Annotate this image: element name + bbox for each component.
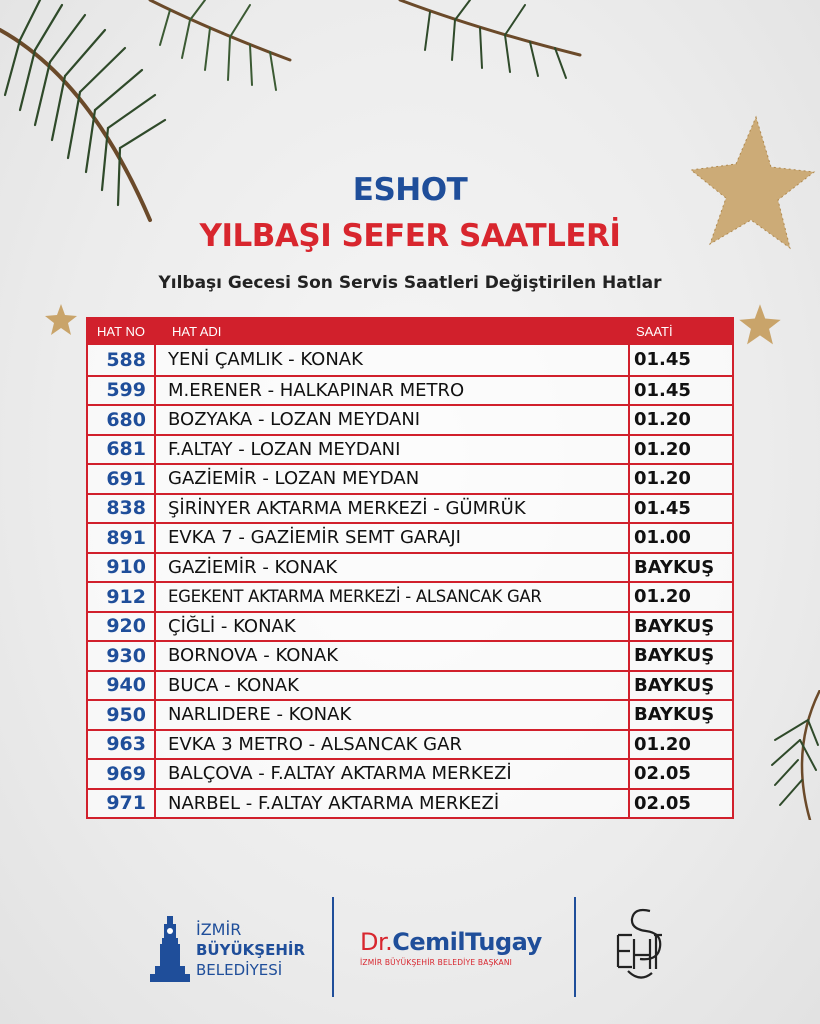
- table-row: [88, 788, 732, 818]
- table-row: [88, 729, 732, 759]
- route-number: 588: [88, 345, 156, 375]
- mayor-signature: [360, 928, 542, 967]
- route-name: BUCA - KONAK: [156, 672, 630, 700]
- izmir-line-2: BÜYÜKŞEHİR: [196, 941, 306, 959]
- route-name: ÇİĞLİ - KONAK: [156, 613, 630, 641]
- route-time: 01.00: [634, 527, 691, 549]
- table-row: [88, 552, 732, 582]
- route-name: M.ERENER - HALKAPINAR METRO: [156, 377, 630, 405]
- route-time: 01.20: [634, 409, 691, 431]
- route-number: 680: [88, 406, 156, 434]
- route-name: BOZYAKA - LOZAN MEYDANI: [156, 406, 630, 434]
- pine-branch-top-right-icon: [390, 0, 590, 80]
- header-hat-adi: HAT ADI: [172, 323, 222, 339]
- table-header: [86, 317, 734, 345]
- header-saati: SAATİ: [636, 323, 673, 339]
- route-time: 01.45: [634, 497, 691, 519]
- footer-divider-left: [332, 897, 334, 997]
- gold-star-small-right-icon: [738, 303, 782, 347]
- route-time: BAYKUŞ: [634, 704, 715, 726]
- route-time: 01.20: [634, 438, 691, 460]
- route-name: EVKA 3 METRO - ALSANCAK GAR: [156, 731, 630, 759]
- route-number: 838: [88, 495, 156, 523]
- table-row: [88, 640, 732, 670]
- izmir-logo-text: [196, 920, 305, 980]
- route-number: 971: [88, 790, 156, 818]
- mayor-fullname: CemilTugay: [392, 928, 542, 956]
- route-number: 950: [88, 701, 156, 729]
- footer-divider-right: [574, 897, 576, 997]
- table-row: [88, 404, 732, 434]
- mayor-name: [360, 928, 542, 956]
- route-time: 01.20: [634, 586, 691, 608]
- route-number: 963: [88, 731, 156, 759]
- table-body: [86, 345, 734, 819]
- route-name: BORNOVA - KONAK: [156, 642, 630, 670]
- gold-star-small-left-icon: [44, 303, 78, 337]
- page-title: ESHOT: [352, 172, 468, 208]
- table-row: [88, 434, 732, 464]
- izmir-municipality-logo: [148, 910, 318, 985]
- route-time: 01.20: [634, 468, 691, 490]
- route-time: BAYKUŞ: [634, 674, 715, 696]
- table-row: [88, 758, 732, 788]
- route-name: GAZİEMİR - LOZAN MEYDAN: [156, 465, 630, 493]
- route-time: BAYKUŞ: [634, 615, 715, 637]
- route-name: EGEKENT AKTARMA MERKEZİ - ALSANCAK GAR: [156, 583, 630, 611]
- table-row: [88, 463, 732, 493]
- route-time: 01.45: [634, 349, 691, 371]
- page-subtitle: YILBAŞI SEFER SAATLERİ: [199, 218, 621, 254]
- route-number: 920: [88, 613, 156, 641]
- table-row: [88, 581, 732, 611]
- route-name: GAZİEMİR - KONAK: [156, 554, 630, 582]
- route-name: BALÇOVA - F.ALTAY AKTARMA MERKEZİ: [156, 760, 630, 788]
- route-number: 910: [88, 554, 156, 582]
- mayor-role: İZMİR BÜYÜKŞEHİR BELEDİYE BAŞKANI: [360, 958, 513, 967]
- table-row: [88, 611, 732, 641]
- route-time: 02.05: [634, 792, 691, 814]
- pine-branch-bottom-right-icon: [770, 690, 820, 820]
- route-number: 930: [88, 642, 156, 670]
- route-time: BAYKUŞ: [634, 556, 715, 578]
- route-number: 912: [88, 583, 156, 611]
- route-number: 681: [88, 436, 156, 464]
- header-hat-no: HAT NO: [97, 323, 145, 339]
- route-time: 01.20: [634, 733, 691, 755]
- schedule-table: [86, 317, 734, 819]
- izmir-line-1: İZMİR: [196, 920, 242, 939]
- route-name: NARLIDERE - KONAK: [156, 701, 630, 729]
- route-name: ŞİRİNYER AKTARMA MERKEZİ - GÜMRÜK: [156, 495, 630, 523]
- table-row: [88, 699, 732, 729]
- route-name: EVKA 7 - GAZİEMİR SEMT GARAJI: [156, 524, 630, 552]
- route-number: 969: [88, 760, 156, 788]
- clock-tower-icon: [150, 914, 190, 984]
- table-row: [88, 670, 732, 700]
- route-time: 02.05: [634, 763, 691, 785]
- route-name: YENİ ÇAMLIK - KONAK: [156, 345, 630, 375]
- page-description: Yılbaşı Gecesi Son Servis Saatleri Değiştirilen Hatlar: [158, 273, 662, 293]
- route-number: 891: [88, 524, 156, 552]
- route-name: NARBEL - F.ALTAY AKTARMA MERKEZİ: [156, 790, 630, 818]
- route-number: 691: [88, 465, 156, 493]
- route-number: 599: [88, 377, 156, 405]
- table-row: [88, 493, 732, 523]
- table-row: [88, 345, 732, 375]
- route-name: F.ALTAY - LOZAN MEYDANI: [156, 436, 630, 464]
- route-time: 01.45: [634, 379, 691, 401]
- table-row: [88, 375, 732, 405]
- mayor-prefix: Dr.: [360, 928, 393, 956]
- table-row: [88, 522, 732, 552]
- eshot-logo-icon: [606, 905, 674, 985]
- route-time: BAYKUŞ: [634, 645, 715, 667]
- izmir-line-3: BELEDİYESİ: [196, 961, 283, 979]
- route-number: 940: [88, 672, 156, 700]
